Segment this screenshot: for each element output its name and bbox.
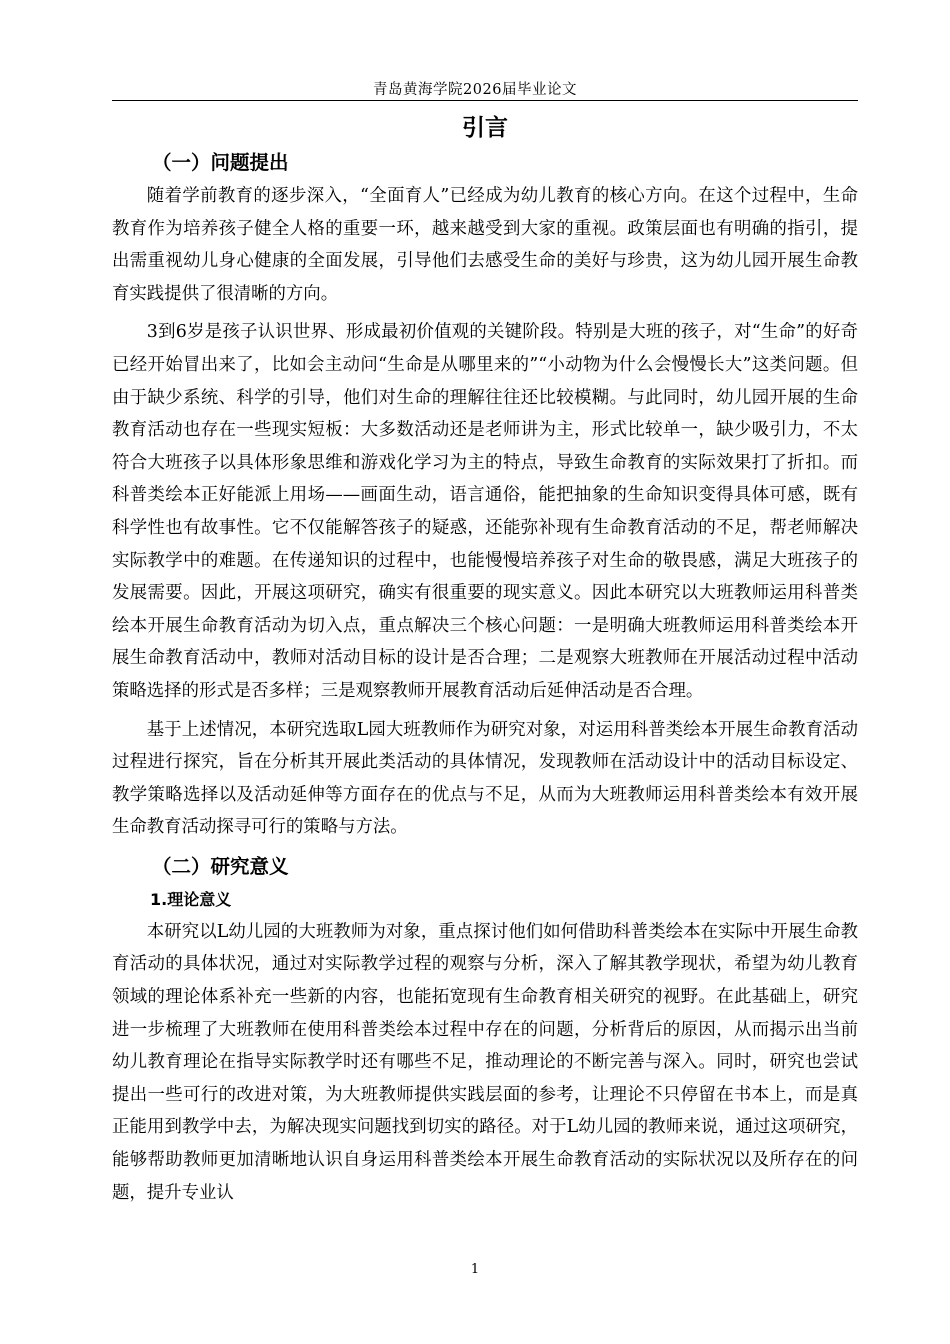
section-heading-significance: （二）研究意义 [152, 854, 289, 878]
header-rule [112, 100, 858, 101]
page-body [112, 110, 858, 1215]
paragraph: 3到6岁是孩子认识世界、形成最初价值观的关键阶段。特别是大班的孩子，对“生命”的好奇已经开始冒出来了，比如会主动问“生命是从哪里来的”“小动物为什么会慢慢长大”这类问题。但由于缺少系统、科学的引导，他们对生命的理解往往还比较模糊。与此同时，幼儿园开展的生命教育活动也存在一些现实短板：大多数活动还是老师讲为主，形式比较单一，缺少吸引力，不太符合大班孩子以具体形象思维和游戏化学习为主的特点，导致生命教育的实际效果打了折扣。而科普类绘本正好能派上用场——画面生动，语言通俗，能把抽象的生命知识变得具体可感，既有科学性也有故事性。它不仅能解答孩子的疑惑，还能弥补现有生命教育活动的不足，帮老师解决实际教学中的难题。在传递知识的过程中，也能慢慢培养孩子对生命的敬畏感，满足大班孩子的发展需要。因此，开展这项研究，确实有很重要的现实意义。因此本研究以大班教师运用科普类绘本开展生命教育活动为切入点，重点解决三个核心问题：一是明确大班教师运用科普类绘本开展生命教育活动中，教师对活动目标的设计是否合理；二是观察大班教师在开展活动过程中活动策略选择的形式是否多样；三是观察教师开展教育活动后延伸活动是否合理。 [112, 322, 858, 701]
paragraph: 随着学前教育的逐步深入，“全面育人”已经成为幼儿教育的核心方向。在这个过程中，生命教育作为培养孩子健全人格的重要一环，越来越受到大家的重视。政策层面也有明确的指引，提出需重视幼儿身心健康的全面发展，引导他们去感受生命的美好与珍贵，这为幼儿园开展生命教育实践提供了很清晰的方向。 [112, 186, 858, 304]
paragraph: 本研究以L幼儿园的大班教师为对象，重点探讨他们如何借助科普类绘本在实际中开展生命教育活动的具体状况，通过对实际教学过程的观察与分析，深入了解其教学现状，希望为幼儿教育领域的理论体系补充一些新的内容，也能拓宽现有生命教育相关研究的视野。在此基础上，研究进一步梳理了大班教师在使用科普类绘本过程中存在的问题，分析背后的原因，从而揭示出当前幼儿教育理论在指导实际教学时还有哪些不足，推动理论的不断完善与深入。同时，研究也尝试提出一些可行的改进对策，为大班教师提供实践层面的参考，让理论不只停留在书本上，而是真正能用到教学中去，为解决现实问题找到切实的路径。对于L幼儿园的教师来说，通过这项研究，能够帮助教师更加清晰地认识自身运用科普类绘本开展生命教育活动的实际状况以及所存在的问题，提升专业认 [112, 921, 858, 1203]
section-heading-problem: （一）问题提出 [152, 151, 289, 174]
chapter-title: 引言 [462, 115, 508, 141]
subsection-heading-theoretical: 1.理论意义 [150, 889, 232, 909]
running-header: 青岛黄海学院2026届毕业论文 [373, 82, 577, 98]
paragraph: 基于上述情况，本研究选取L园大班教师作为研究对象，对运用科普类绘本开展生命教育活动过程进行探究，旨在分析其开展此类活动的具体情况，发现教师在活动设计中的活动目标设定、教学策略选择以及活动延伸等方面存在的优点与不足，从而为大班教师运用科普类绘本有效开展生命教育活动探寻可行的策略与方法。 [112, 719, 858, 838]
page-number: 1 [470, 1262, 480, 1277]
